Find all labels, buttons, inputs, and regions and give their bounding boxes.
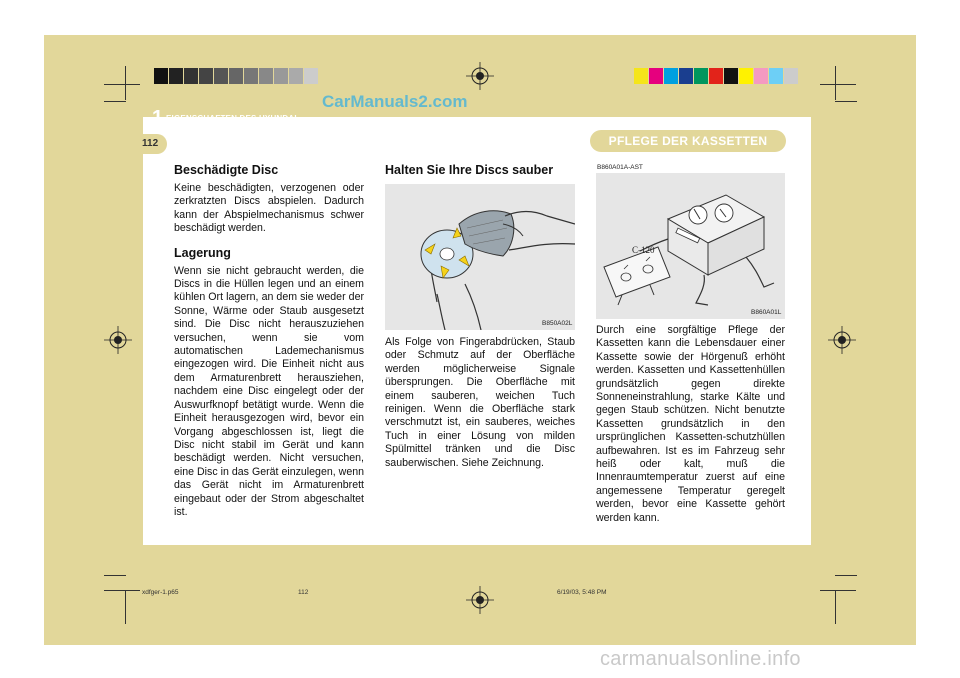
registration-mark-icon <box>466 62 494 90</box>
disc-cleaning-figure <box>385 184 575 330</box>
color-bar <box>634 68 799 84</box>
color-swatch <box>769 68 783 84</box>
heading-storage: Lagerung <box>174 245 231 260</box>
figure-code-b850: B850A02L <box>542 320 573 327</box>
paragraph-storage: Wenn sie nicht gebraucht werden, die Discs in die Hüllen legen und an einem kühlen Ort lagern, an dem sie weder der Sonne, Wärme oder Staub ausgesetzt sind. Die Disc nicht herauszuziehen versuchen, wenn sie vom automatischen Lademechanismus eingezogen wird. Die Einheit nicht aus dem Armaturenbrett herausziehen, nachdem eine Disc eingelegt oder der Auswurfknopf betätigt wurde. Wenn die Einheit herausgezogen wird, bevor ein Vorgang abgeschlossen ist, liegt die Disc nicht stabil im Gerät und kann beschädigt werden. Nicht versuchen, eine Disc in das Gerät einzulegen, wenn das Gerät nicht im Armaturenbrett eingebaut oder der Strom abgeschaltet ist. <box>174 264 364 518</box>
disc-cleaning-illustration <box>385 184 575 330</box>
crop-mark <box>104 575 126 576</box>
crop-mark <box>835 575 857 576</box>
crop-mark <box>104 101 126 102</box>
color-swatch <box>154 68 168 84</box>
section-title-tab: PFLEGE DER KASSETTEN <box>590 130 786 152</box>
chapter-number: 1 <box>152 107 164 129</box>
footer-file: xdfger-1.p65 <box>142 589 179 596</box>
footer-timestamp: 6/19/03, 5:48 PM <box>557 589 607 596</box>
page-number-tab: 112 <box>131 134 167 154</box>
color-swatch <box>289 68 303 84</box>
color-swatch <box>169 68 183 84</box>
color-swatch <box>199 68 213 84</box>
crop-mark <box>820 590 856 591</box>
footer-page: 112 <box>298 589 309 596</box>
color-swatch <box>634 68 648 84</box>
registration-mark-icon <box>828 326 856 354</box>
color-swatch <box>679 68 693 84</box>
color-swatch <box>244 68 258 84</box>
cassette-label: C-120 <box>632 245 655 255</box>
color-swatch <box>784 68 798 84</box>
column-2 <box>385 163 575 177</box>
watermark-top[interactable]: CarManuals2.com <box>322 92 468 111</box>
color-swatch <box>694 68 708 84</box>
color-swatch <box>709 68 723 84</box>
crop-mark <box>125 590 126 624</box>
reference-code: B860A01A-AST <box>597 164 643 171</box>
cassette-care-figure <box>596 173 785 319</box>
color-swatch <box>184 68 198 84</box>
crop-mark <box>104 590 140 591</box>
color-swatch <box>304 68 318 84</box>
crop-mark <box>820 84 856 85</box>
color-swatch <box>259 68 273 84</box>
crop-mark <box>835 590 836 624</box>
heading-clean-discs: Halten Sie Ihre Discs sauber <box>385 163 554 177</box>
grayscale-bar <box>154 68 319 84</box>
column-3-body <box>596 324 785 525</box>
color-swatch <box>214 68 228 84</box>
crop-mark <box>835 66 836 100</box>
color-swatch <box>724 68 738 84</box>
color-swatch <box>229 68 243 84</box>
color-swatch <box>664 68 678 84</box>
crop-mark <box>835 101 857 102</box>
paragraph-cassette-care: Durch eine sorgfältige Pflege der Kassetten kann die Lebensdauer einer Kassette sowie der Hörgenuß erhöht werden. Kassetten und Kassettenhüllen grundsätzlich gegen direkte Sonneneinstrahlung, starke Kälte und gegen Staub schützen. Nicht benutzte Kassetten grundsätzlich in den ursprünglichen Kassetten-schutzhüllen aufbewahren. Ist es im Fahrzeug sehr heiß oder kalt, muß die Innenraumtemperatur zuerst auf eine angemessene Temperatur geregelt werden, bevor eine Kassette gehört werden kann. <box>596 324 785 524</box>
figure-code-b860: B860A01L <box>751 309 782 316</box>
column-1 <box>174 163 364 519</box>
heading-damaged-disc: Beschädigte Disc <box>174 163 279 177</box>
chapter-title: EIGENSCHAFTEN DES HYUNDAI <box>166 114 297 123</box>
registration-mark-icon <box>466 586 494 614</box>
paragraph-clean-discs: Als Folge von Fingerabdrücken, Staub oder Schmutz auf der Oberfläche werden möglicherweise Signale übersprungen. Die Oberfläche mit einem sauberen, weichen Tuch reinigen. Wenn die Oberfläche stark verschmutzt ist, ein sauberes, weiches Tuch in einer Lösung von milden Spülmittel tränken und die Disc sauberwischen. Siehe Zeichnung. <box>385 336 575 469</box>
color-swatch <box>649 68 663 84</box>
column-2-body <box>385 336 575 470</box>
crop-mark <box>104 84 140 85</box>
color-swatch <box>274 68 288 84</box>
crop-mark <box>125 66 126 100</box>
watermark-bottom[interactable]: carmanualsonline.info <box>600 648 801 670</box>
color-swatch <box>739 68 753 84</box>
color-swatch <box>754 68 768 84</box>
registration-mark-icon <box>104 326 132 354</box>
cassette-care-illustration <box>596 173 785 319</box>
paragraph-damaged-disc: Keine beschädigten, verzogenen oder zerkratzten Discs abspielen. Dadurch kann der Abspielmechanismus schwer beschädigt werden. <box>174 182 364 235</box>
